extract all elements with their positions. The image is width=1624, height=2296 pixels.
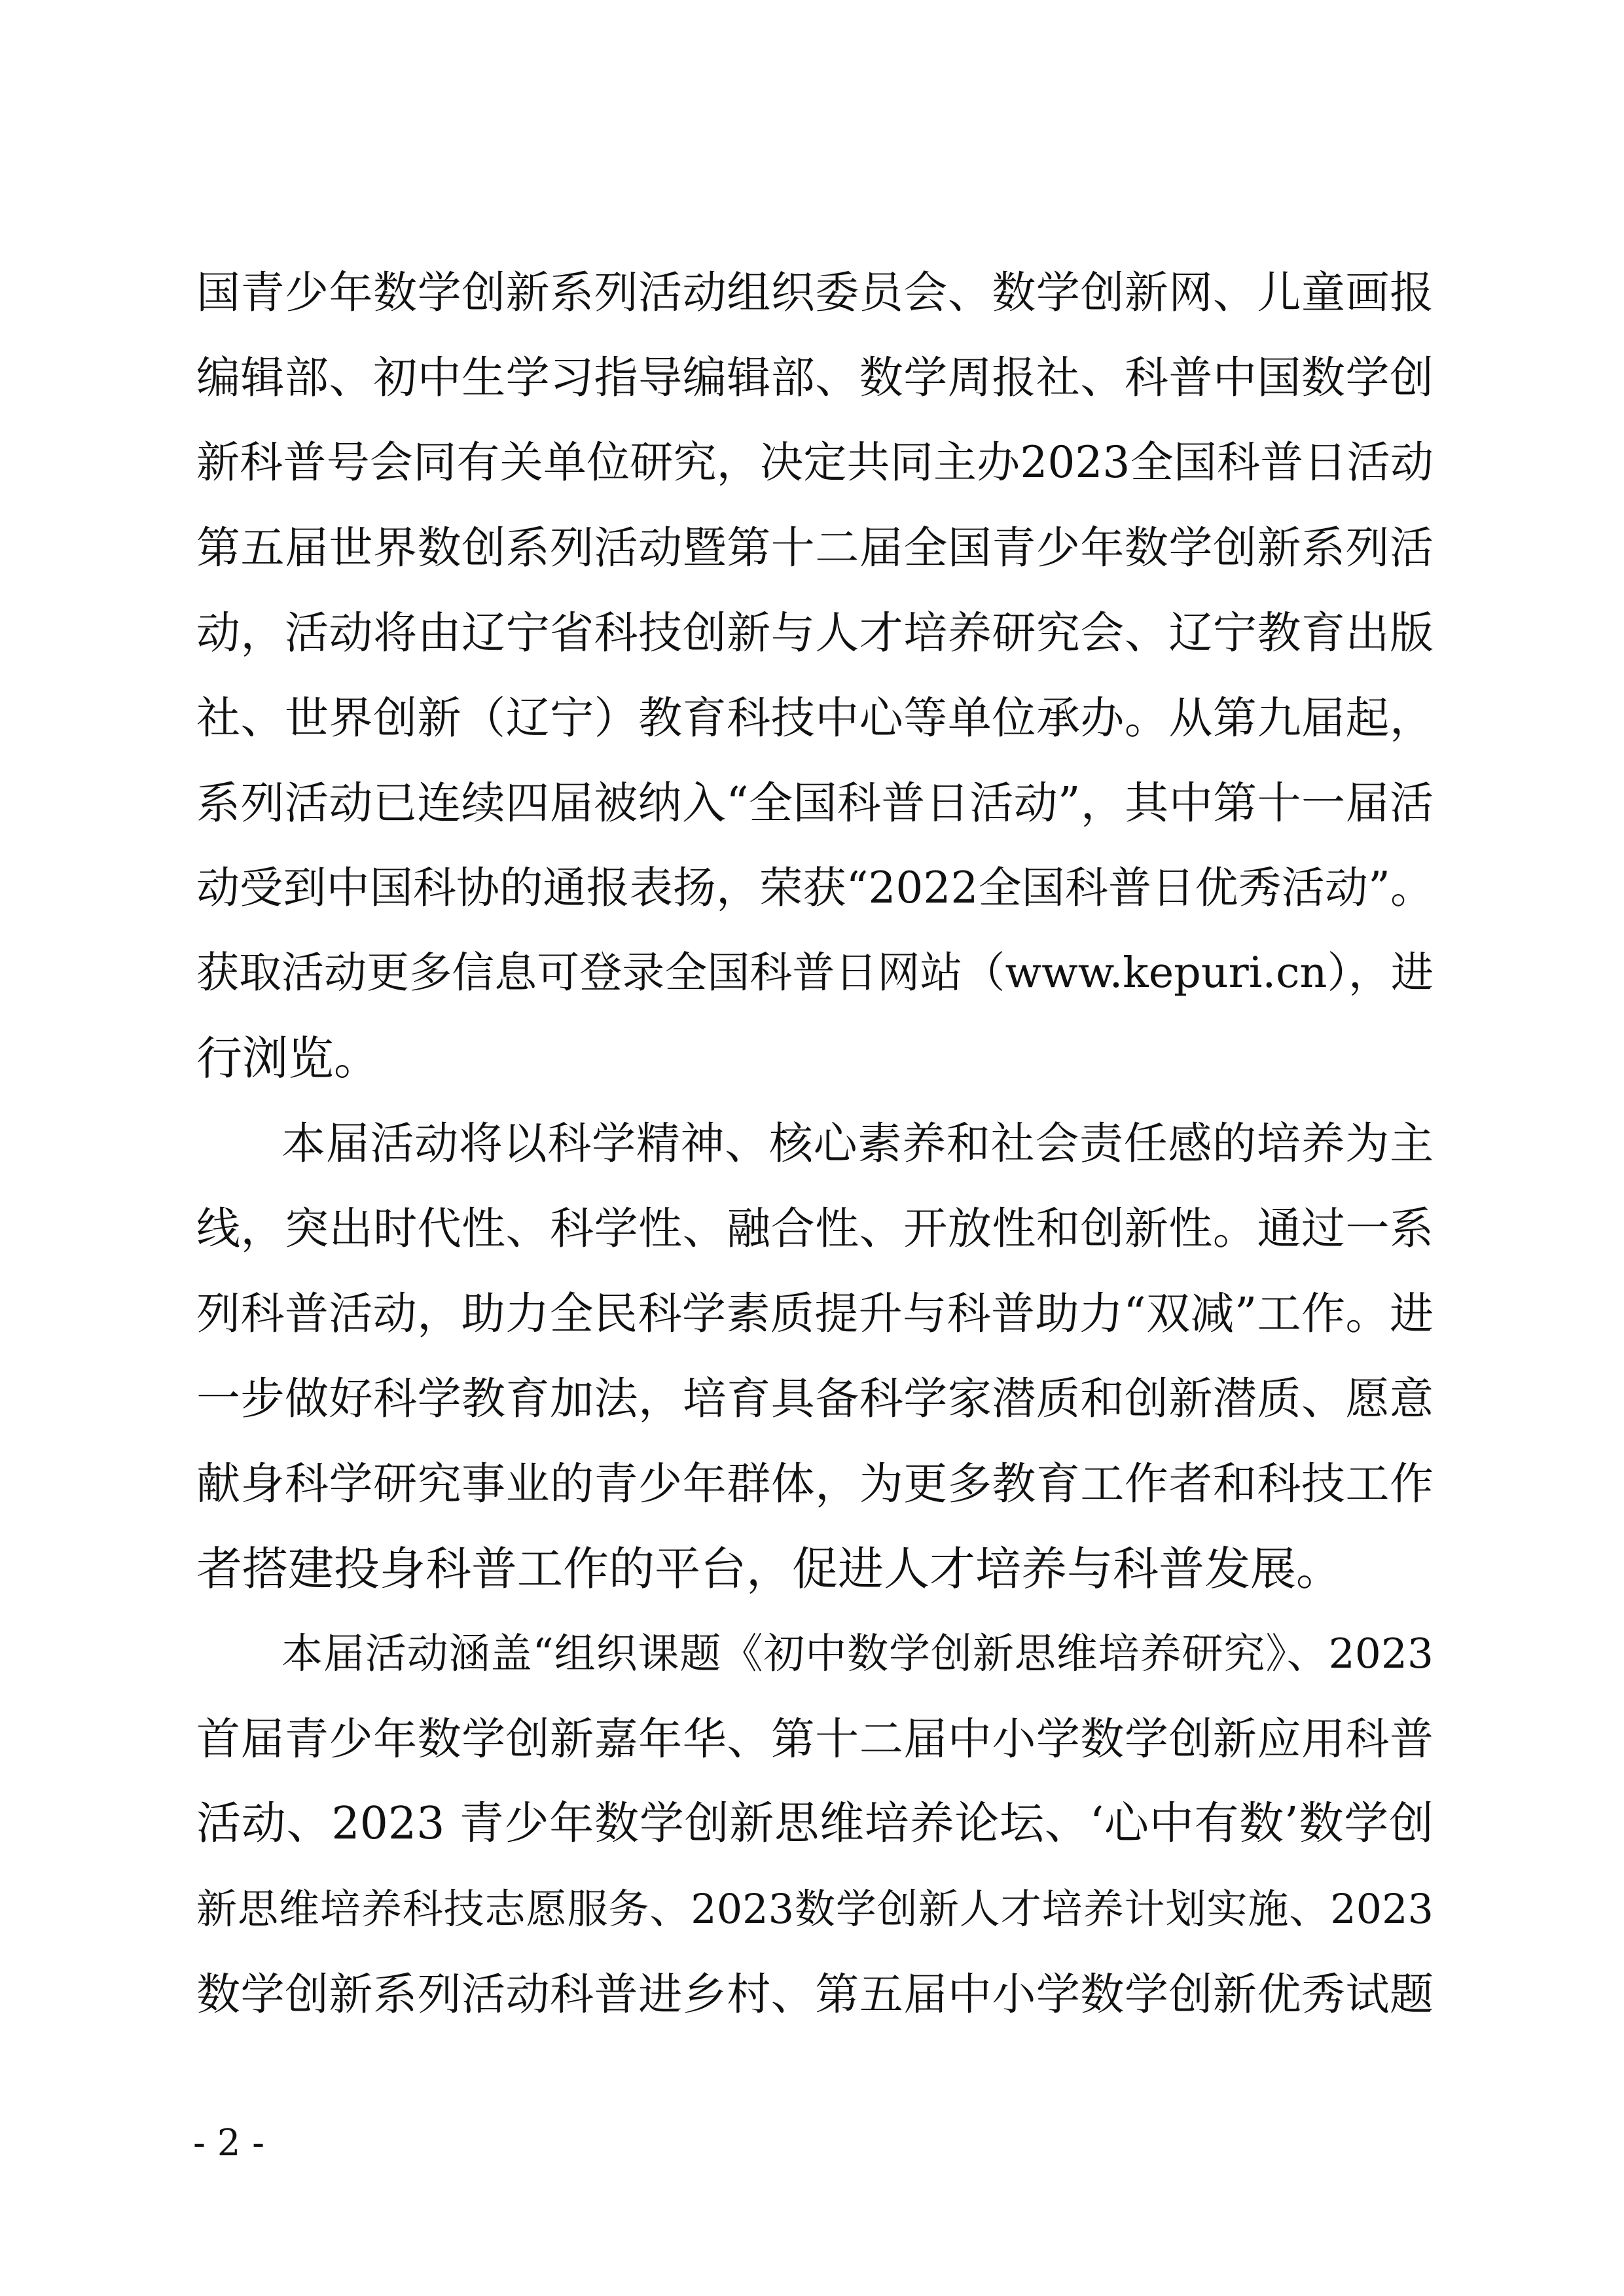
paragraph-line: 者搭建投身科普工作的平台，促进人才培养与科普发展。 xyxy=(196,1542,1342,1596)
paragraph-line: 系列活动已连续四届被纳入“全国科普日活动”，其中第十一届活 xyxy=(196,778,1434,829)
paragraph-line: 国青少年数学创新系列活动组织委员会、数学创新网、儿童画报 xyxy=(196,267,1434,318)
paragraph-line: 编辑部、初中生学习指导编辑部、数学周报社、科普中国数学创 xyxy=(196,352,1434,403)
paragraph-line: 一步做好科学教育加法，培育具备科学家潜质和创新潜质、愿意 xyxy=(196,1373,1434,1424)
paragraph-line: 献身科学研究事业的青少年群体，为更多教育工作者和科技工作 xyxy=(196,1458,1434,1509)
paragraph-line: 本届活动涵盖“组织课题《初中数学创新思维培养研究》、2023 xyxy=(281,1630,1434,1677)
paragraph-line: 数学创新系列活动科普进乡村、第五届中小学数学创新优秀试题 xyxy=(196,1969,1434,2020)
paragraph-line: 动受到中国科协的通报表扬，荣获“2022全国科普日优秀活动”。 xyxy=(196,863,1434,913)
paragraph-line: 活动、2023 青少年数学创新思维培养论坛、‘心中有数’数学创 xyxy=(196,1798,1434,1850)
paragraph-line: 社、世界创新（辽宁）教育科技中心等单位承办。从第九届起， xyxy=(196,692,1434,744)
paragraph-line: 列科普活动，助力全民科学素质提升与科普助力“双减”工作。进 xyxy=(196,1288,1434,1339)
paragraph-line: 本届活动将以科学精神、核心素养和社会责任感的培养为主 xyxy=(281,1118,1434,1169)
paragraph-line: 新科普号会同有关单位研究，决定共同主办2023全国科普日活动 xyxy=(196,437,1434,488)
paragraph-line: 动，活动将由辽宁省科技创新与人才培养研究会、辽宁教育出版 xyxy=(196,607,1434,658)
paragraph-line: 获取活动更多信息可登录全国科普日网站（www.kepuri.cn），进 xyxy=(196,948,1434,997)
page-number: - 2 - xyxy=(193,2122,265,2164)
paragraph-line: 首届青少年数学创新嘉年华、第十二届中小学数学创新应用科普 xyxy=(196,1713,1434,1765)
paragraph-line: 行浏览。 xyxy=(196,1031,380,1085)
paragraph-line: 第五届世界数创系列活动暨第十二届全国青少年数学创新系列活 xyxy=(196,522,1434,573)
paragraph-line: 线，突出时代性、科学性、融合性、开放性和创新性。通过一系 xyxy=(196,1203,1434,1254)
paragraph-line: 新思维培养科技志愿服务、2023数学创新人才培养计划实施、2023 xyxy=(196,1885,1434,1933)
